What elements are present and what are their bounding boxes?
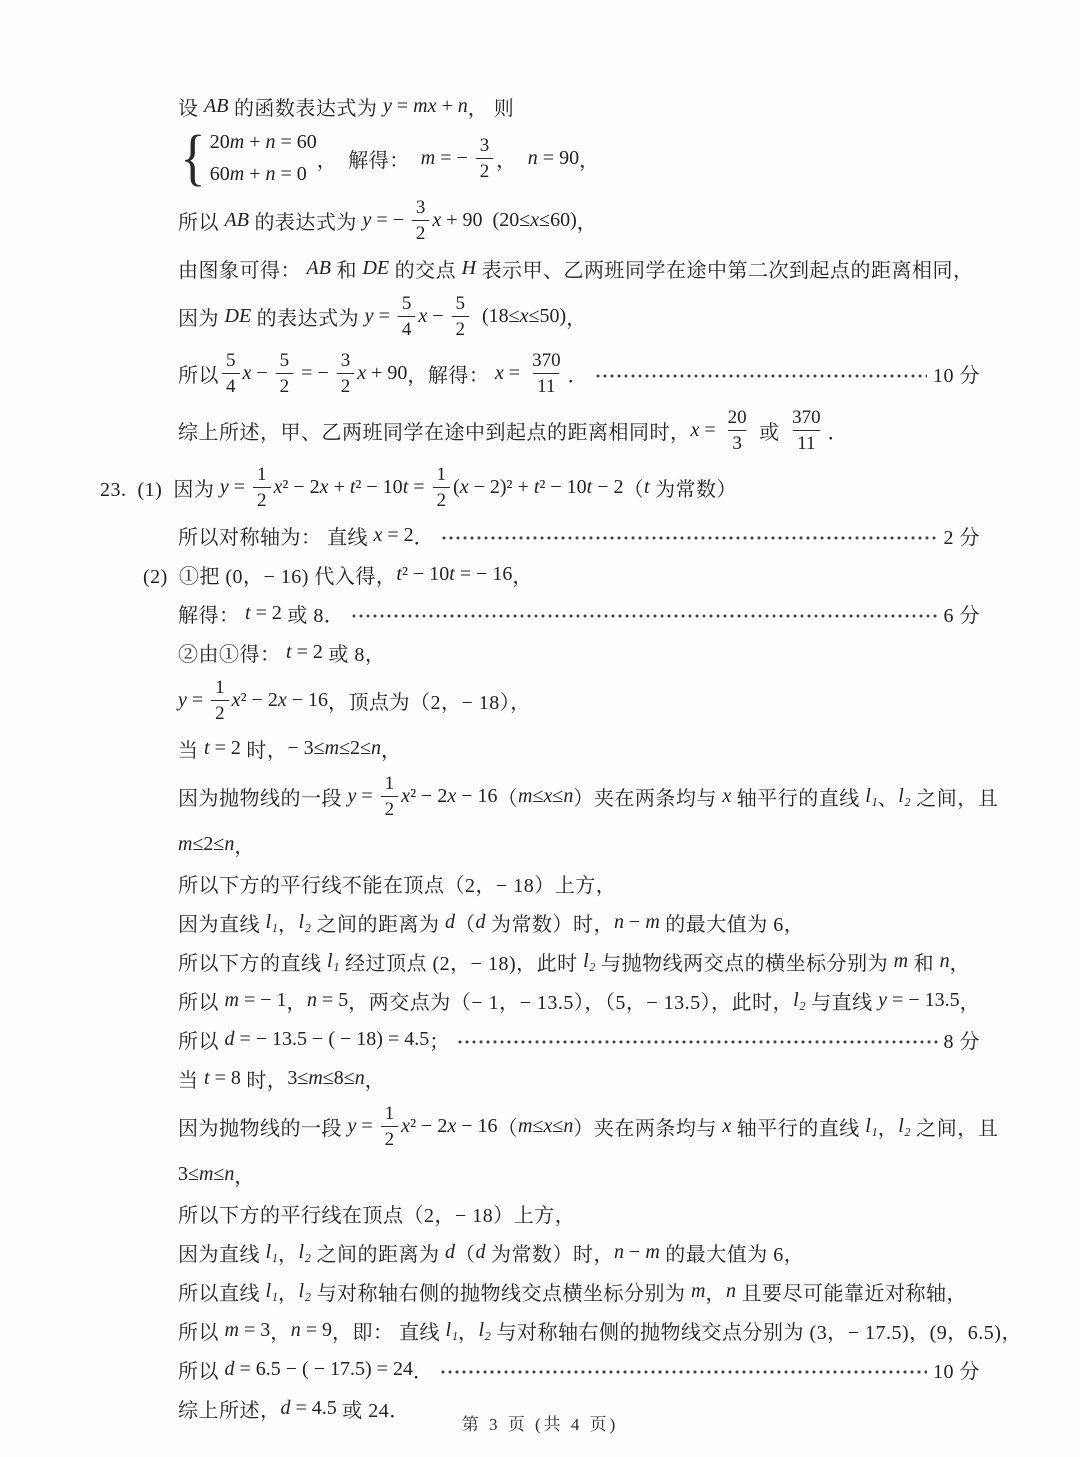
math-run: x − bbox=[418, 304, 449, 327]
text-run: ，两交点为（− 1，− 13.5），（5，− 13.5），此时， bbox=[348, 991, 794, 1014]
text-run: 时， bbox=[240, 739, 288, 762]
math-run: n = 9 bbox=[290, 1318, 333, 1341]
content-line bbox=[0, 92, 1080, 121]
math-run: l₁ bbox=[265, 1279, 279, 1302]
content-line bbox=[0, 908, 1080, 937]
fraction bbox=[253, 464, 271, 511]
text-run: ， bbox=[959, 991, 981, 1014]
fraction-numerator: 5 bbox=[455, 292, 466, 314]
text-run: ， bbox=[364, 1069, 386, 1092]
math-run: AB bbox=[306, 256, 331, 279]
text-run: 为常数）时， bbox=[485, 1243, 615, 1266]
fraction-numerator: 3 bbox=[415, 196, 426, 218]
fraction bbox=[381, 773, 399, 820]
text-run: ， bbox=[270, 1321, 291, 1344]
text-run: 综上所述， bbox=[178, 1399, 281, 1422]
text-run: ， bbox=[278, 1282, 299, 1305]
math-run: H bbox=[461, 256, 477, 279]
text-run: 所以对称轴为： 直线 bbox=[178, 526, 374, 549]
text-run: 、 bbox=[877, 787, 899, 810]
fraction-numerator: 1 bbox=[384, 772, 395, 794]
fraction bbox=[452, 293, 470, 340]
fraction-denominator: 2 bbox=[381, 1126, 399, 1150]
text-run: 和 bbox=[908, 952, 940, 975]
math-run: n bbox=[725, 1279, 736, 1302]
text-run: 所以直线 bbox=[178, 1282, 266, 1305]
fraction-numerator: 3 bbox=[340, 349, 351, 371]
math-run: DE bbox=[362, 256, 390, 279]
text-run: ）夹在两条均与 bbox=[573, 1117, 723, 1140]
text-run: 与对称轴右侧的抛物线交点横坐标分别为 bbox=[311, 1282, 692, 1305]
math-run: l₁ bbox=[327, 949, 340, 972]
content-line bbox=[0, 560, 1080, 589]
content-line bbox=[0, 521, 1080, 550]
fraction-denominator: 2 bbox=[381, 796, 399, 820]
math-run: y = mx + n bbox=[382, 95, 468, 117]
text-run: ， bbox=[234, 1165, 255, 1188]
text-run: 或 bbox=[753, 421, 786, 444]
dot-leader bbox=[441, 1370, 927, 1374]
text-run: 因为直线 bbox=[178, 913, 266, 936]
fraction-denominator: 2 bbox=[276, 373, 294, 397]
math-run: t = 8 bbox=[204, 1066, 241, 1089]
text-run: ， bbox=[381, 739, 402, 762]
math-run: t = 2 bbox=[245, 601, 282, 624]
text-run: ， bbox=[579, 150, 600, 173]
math-run: AB bbox=[224, 208, 249, 231]
text-run: (2) ①把 (0，− 16) 代入得， bbox=[143, 565, 397, 588]
math-run: 3≤m≤n bbox=[178, 1162, 235, 1185]
text-run: 因为直线 bbox=[178, 1243, 266, 1266]
math-run: d bbox=[445, 1240, 456, 1263]
text-run: ， bbox=[566, 307, 587, 330]
text-run: 为常数） bbox=[649, 478, 738, 501]
fraction-denominator: 2 bbox=[452, 316, 470, 340]
math-run: x² − 2x − 16 bbox=[231, 688, 329, 711]
math-run: m = − bbox=[420, 147, 473, 170]
math-run: d bbox=[445, 910, 456, 933]
text-run: 与对称轴右侧的抛物线交点分别为 (3，− 17.5)，(9，6.5)， bbox=[491, 1321, 1022, 1344]
math-run: t² − 10t = − 16 bbox=[396, 562, 513, 585]
math-run: n = 90 bbox=[527, 147, 580, 170]
text-run: ， 解得： bbox=[316, 150, 421, 173]
math-run: d bbox=[475, 910, 486, 933]
math-run: l₁ bbox=[265, 910, 279, 933]
content-line bbox=[0, 1103, 1080, 1150]
math-run: t = 2 bbox=[286, 640, 323, 663]
content-line bbox=[0, 869, 1080, 898]
text-run: 之间的距离为 bbox=[311, 913, 446, 936]
math-run: l₁ bbox=[265, 1240, 279, 1263]
math-run: n bbox=[939, 949, 950, 972]
text-run: ． bbox=[412, 1360, 434, 1383]
text-run: ， 则 bbox=[467, 98, 515, 120]
text-run: 所以下方的平行线不能在顶点（2，− 18）上方， bbox=[178, 874, 617, 897]
math-run: l₂ bbox=[898, 1114, 911, 1137]
fraction-denominator: 11 bbox=[793, 430, 819, 454]
text-run: ）夹在两条均与 bbox=[573, 787, 723, 810]
text-run: 的最大值为 6， bbox=[659, 1243, 805, 1266]
dot-leader bbox=[352, 614, 937, 618]
text-run: ， bbox=[877, 1117, 899, 1140]
math-run: − 3≤m≤2≤n bbox=[287, 736, 382, 759]
text-run: 的最大值为 6， bbox=[659, 913, 805, 936]
text-run: 的表达式为 bbox=[251, 307, 365, 330]
text-run: ． bbox=[413, 526, 435, 549]
fraction-numerator: 1 bbox=[215, 676, 225, 698]
math-run: 60m + n = 0 bbox=[209, 163, 307, 186]
text-run: （ bbox=[623, 478, 644, 501]
text-run: 之间，且 bbox=[910, 1117, 999, 1140]
fraction bbox=[476, 135, 494, 182]
fraction bbox=[211, 677, 229, 724]
content-line bbox=[0, 734, 1080, 763]
math-run: d bbox=[475, 1240, 486, 1263]
fraction bbox=[381, 1103, 399, 1150]
fraction bbox=[788, 407, 825, 454]
dot-leader bbox=[442, 536, 937, 540]
fraction-denominator: 2 bbox=[412, 220, 430, 244]
text-run: 经过顶点 (2，− 18)，此时 bbox=[339, 952, 584, 975]
text-run: ， bbox=[278, 1243, 299, 1266]
fraction-denominator: 4 bbox=[222, 373, 240, 397]
text-run: 轴平行的直线 bbox=[731, 1117, 866, 1140]
math-run: n − m bbox=[614, 1240, 660, 1263]
equation-system-rows bbox=[210, 131, 317, 186]
math-run: x − bbox=[242, 361, 273, 384]
math-run: l₂ bbox=[298, 1240, 312, 1263]
math-run: x = 2 bbox=[373, 523, 414, 546]
text-run: 或 8， bbox=[322, 643, 386, 666]
math-run: d = 4.5 bbox=[280, 1396, 337, 1419]
fraction bbox=[724, 407, 751, 454]
fraction-numerator: 370 bbox=[792, 406, 821, 428]
fraction bbox=[276, 350, 294, 397]
text-run: ， bbox=[286, 991, 308, 1014]
math-run: l₁ bbox=[865, 1114, 878, 1137]
text-run: ， bbox=[576, 211, 598, 234]
page-footer: 第 3 页 (共 4 页) bbox=[461, 1415, 619, 1434]
fraction-numerator: 5 bbox=[401, 292, 412, 314]
text-run: ②由①得： bbox=[178, 643, 286, 666]
text-run: 解得： bbox=[178, 604, 245, 627]
content-line bbox=[0, 1064, 1080, 1093]
text-run: 为常数）时， bbox=[485, 913, 615, 936]
fraction-numerator: 1 bbox=[257, 463, 267, 485]
text-run: 综上所述，甲、乙两班同学在途中到起点的距离相同时， bbox=[178, 421, 691, 444]
math-run: y = bbox=[219, 475, 250, 498]
math-run: 20m + n = 60 bbox=[209, 131, 317, 154]
math-run: t bbox=[644, 475, 650, 498]
content-line bbox=[0, 1277, 1080, 1306]
score-label: 10 分 bbox=[933, 1360, 980, 1383]
text-run: 与抛物线两交点的横坐标分别为 bbox=[595, 952, 894, 975]
math-run: l₁ bbox=[865, 784, 878, 807]
text-run: （ bbox=[497, 1117, 519, 1140]
content-line bbox=[0, 599, 1080, 628]
fraction bbox=[433, 464, 451, 511]
math-run: l₂ bbox=[793, 988, 806, 1011]
dot-leader bbox=[458, 1040, 938, 1044]
math-run: y = bbox=[178, 688, 209, 711]
text-run: 因为抛物线的一段 bbox=[178, 1117, 348, 1140]
fraction-denominator: 2 bbox=[211, 700, 229, 724]
math-run: m bbox=[893, 949, 909, 972]
fraction bbox=[222, 350, 240, 397]
equation-system bbox=[178, 124, 317, 192]
math-run: x² − 2x − 16 bbox=[401, 784, 498, 807]
math-run: x = bbox=[690, 418, 721, 441]
text-run: 所以 bbox=[178, 211, 225, 234]
text-run: 所以 bbox=[178, 1321, 225, 1344]
text-run: 所以 bbox=[178, 364, 219, 387]
content-line bbox=[0, 1199, 1080, 1228]
fraction-numerator: 370 bbox=[532, 349, 561, 371]
fraction-numerator: 5 bbox=[279, 349, 290, 371]
text-run: ，即： 直线 bbox=[332, 1321, 446, 1344]
content-line bbox=[0, 1025, 1080, 1054]
fraction-numerator: 3 bbox=[479, 135, 490, 157]
math-run: l₂ bbox=[583, 949, 596, 972]
content-line bbox=[0, 464, 1080, 511]
left-brace: { bbox=[180, 124, 206, 192]
score-label: 6 分 bbox=[943, 604, 980, 627]
text-run: ， bbox=[458, 1321, 479, 1344]
text-run: 或 24． bbox=[336, 1399, 410, 1422]
math-run: x bbox=[722, 1114, 732, 1137]
text-run: 时， bbox=[240, 1069, 288, 1092]
math-run: m = 3 bbox=[224, 1318, 271, 1341]
text-run: 轴平行的直线 bbox=[731, 787, 866, 810]
math-run: n − m bbox=[614, 910, 660, 933]
content-line bbox=[0, 124, 1080, 192]
text-run: （ bbox=[455, 1243, 476, 1266]
math-run: = − bbox=[296, 361, 334, 384]
fraction-denominator: 4 bbox=[398, 316, 416, 340]
content-line bbox=[0, 1316, 1080, 1345]
content-line bbox=[0, 254, 1080, 283]
math-run: m bbox=[691, 1279, 706, 1302]
text-run: 之间的距离为 bbox=[311, 1243, 446, 1266]
math-run: y = bbox=[347, 1114, 378, 1137]
fraction bbox=[337, 350, 355, 397]
text-run: （ bbox=[497, 787, 519, 810]
math-run: 3≤m≤8≤n bbox=[287, 1066, 365, 1089]
text-run: 表示甲、乙两班同学在途中第二次到起点的距离相同， bbox=[476, 259, 974, 282]
text-run: 的交点 bbox=[389, 259, 462, 282]
text-run: 23. (1) 因为 bbox=[100, 478, 220, 501]
fraction-denominator: 2 bbox=[253, 487, 271, 511]
math-run: DE bbox=[224, 304, 252, 327]
content-line bbox=[0, 830, 1080, 859]
math-run: x + 90 bbox=[357, 361, 408, 384]
text-run: ． bbox=[827, 421, 849, 444]
text-run: ，解得： bbox=[407, 364, 495, 387]
fraction bbox=[412, 197, 430, 244]
math-run: d = 6.5 − ( − 17.5) = 24 bbox=[224, 1357, 413, 1380]
math-run: AB bbox=[204, 95, 229, 117]
content-line bbox=[0, 1355, 1080, 1384]
text-run: 所以下方的直线 bbox=[178, 952, 327, 975]
text-run: 的函数表达式为 bbox=[228, 98, 383, 120]
math-run: t = 2 bbox=[204, 736, 241, 759]
dot-leader bbox=[596, 374, 927, 378]
score-label: 10 分 bbox=[933, 364, 980, 387]
math-run: m≤x≤n bbox=[518, 784, 574, 807]
math-run: (18≤x≤50) bbox=[472, 304, 567, 327]
text-run: 和 bbox=[330, 259, 363, 282]
text-run: ， bbox=[278, 913, 299, 936]
math-run: y = bbox=[364, 304, 395, 327]
content-line bbox=[0, 986, 1080, 1015]
fraction-numerator: 1 bbox=[436, 463, 447, 485]
text-run: 当 bbox=[178, 739, 204, 762]
text-run: ， bbox=[949, 952, 971, 975]
text-run: ； bbox=[429, 1030, 450, 1053]
fraction-denominator: 3 bbox=[728, 430, 746, 454]
math-run: x² − 2x + t² − 10t = bbox=[273, 475, 430, 498]
content-line bbox=[0, 407, 1080, 454]
text-run: 因为 bbox=[178, 307, 225, 330]
text-run: 所以 bbox=[178, 1030, 225, 1053]
text-run: 之间，且 bbox=[910, 787, 999, 810]
fraction bbox=[528, 350, 565, 397]
text-run: 所以 bbox=[178, 1360, 225, 1383]
text-run: 且要尽可能靠近对称轴， bbox=[735, 1282, 967, 1305]
text-run: ， bbox=[234, 835, 255, 858]
text-run: 由图象可得： bbox=[178, 259, 307, 282]
fraction bbox=[398, 293, 416, 340]
fraction-denominator: 2 bbox=[476, 158, 494, 182]
math-run: l₂ bbox=[298, 910, 312, 933]
text-run: ． bbox=[567, 364, 589, 387]
math-run: n = 5 bbox=[307, 988, 349, 1011]
fraction-denominator: 2 bbox=[337, 373, 355, 397]
fraction-denominator: 11 bbox=[533, 373, 559, 397]
fraction-numerator: 5 bbox=[226, 349, 236, 371]
text-run: 因为抛物线的一段 bbox=[178, 787, 348, 810]
math-run: x + 90 (20≤x≤60) bbox=[432, 208, 577, 231]
text-run: （ bbox=[455, 913, 476, 936]
fraction-denominator: 2 bbox=[433, 487, 451, 511]
fraction-numerator: 20 bbox=[727, 406, 747, 428]
math-run: x = bbox=[494, 361, 526, 384]
math-run: d = − 13.5 − ( − 18) = 4.5 bbox=[224, 1027, 430, 1050]
text-run: ， bbox=[512, 565, 533, 588]
content-line bbox=[0, 677, 1080, 724]
text-run: 当 bbox=[178, 1069, 204, 1092]
content-line bbox=[0, 293, 1080, 340]
content-line bbox=[0, 1160, 1080, 1189]
content-line bbox=[0, 350, 1080, 397]
text-run: 所以下方的平行线在顶点（2，− 18）上方， bbox=[178, 1204, 576, 1227]
math-run: l₂ bbox=[478, 1318, 492, 1341]
math-run: y = − bbox=[362, 208, 409, 231]
text-run: 设 bbox=[178, 98, 204, 120]
math-run: m≤x≤n bbox=[518, 1114, 574, 1137]
fraction-numerator: 1 bbox=[384, 1102, 395, 1124]
math-run: m≤2≤n bbox=[178, 832, 235, 855]
math-run: x² − 2x − 16 bbox=[401, 1114, 498, 1137]
text-run: 与直线 bbox=[805, 991, 879, 1014]
math-run: m = − 1 bbox=[224, 988, 287, 1011]
math-run: y = − 13.5 bbox=[878, 988, 960, 1011]
text-run: ，顶点为（2，− 18）， bbox=[328, 691, 531, 714]
math-run: (x − 2)² + t² − 10t − 2 bbox=[453, 475, 624, 498]
math-run: y = bbox=[347, 784, 378, 807]
content-line bbox=[0, 197, 1080, 244]
content-line bbox=[0, 1238, 1080, 1267]
math-run: l₂ bbox=[298, 1279, 312, 1302]
text-run: ， bbox=[705, 1282, 726, 1305]
text-run: 或 8． bbox=[281, 604, 345, 627]
content-line bbox=[0, 638, 1080, 667]
text-run: ， bbox=[496, 150, 528, 173]
score-label: 8 分 bbox=[943, 1030, 980, 1053]
math-run: x bbox=[722, 784, 732, 807]
text-run: 的表达式为 bbox=[248, 211, 363, 234]
content-line bbox=[0, 947, 1080, 976]
content-line bbox=[0, 773, 1080, 820]
text-run: 所以 bbox=[178, 991, 225, 1014]
math-run: l₂ bbox=[898, 784, 911, 807]
math-run: l₁ bbox=[445, 1318, 459, 1341]
score-label: 2 分 bbox=[943, 526, 980, 549]
